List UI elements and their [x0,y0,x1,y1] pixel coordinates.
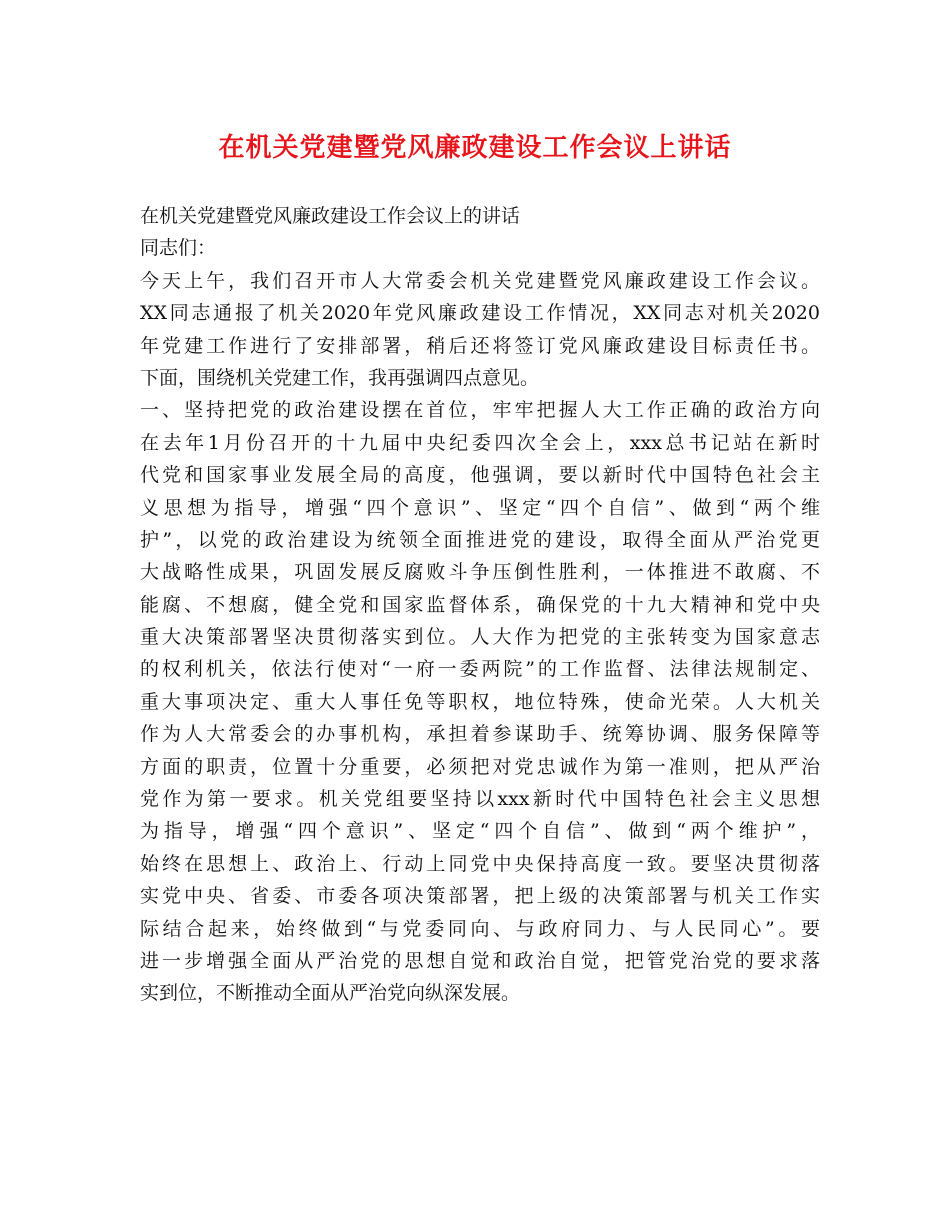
body-line: 作为人大常委会的办事机构，承担着参谋助手、统筹协调、服务保障等 [140,723,820,746]
body-line: 实到位，不断推动全面从严治党向纵深发展。 [140,982,521,1005]
body-line: 党作为第一要求。机关党组要坚持以xxx新时代中国特色社会主义思想 [140,788,820,811]
body-line: 在去年1月份召开的十九届中央纪委四次全会上，xxx总书记站在新时 [140,431,820,454]
body-line: 护”，以党的政治建设为统领全面推进党的建设，取得全面从严治党更 [140,528,820,551]
body-line: 义思想为指导，增强“四个意识”、坚定“四个自信”、做到“两个维 [140,496,820,519]
body-line: 在机关党建暨党风廉政建设工作会议上的讲话 [140,205,521,227]
body-line: 际结合起来，始终做到“与党委同向、与政府同力、与人民同心”。要 [140,917,820,940]
body-line: 大战略性成果，巩固发展反腐败斗争压倒性胜利，一体推进不敢腐、不 [140,561,820,584]
body-line: 进一步增强全面从严治党的思想自觉和政治自觉，把管党治党的要求落 [140,949,820,972]
body-line: 同志们： [140,237,217,260]
body-line: 重大事项决定、重大人事任免等职权，地位特殊，使命光荣。人大机关 [140,690,820,713]
document-body [140,200,820,1010]
document-title: 在机关党建暨党风廉政建设工作会议上讲话 [218,133,732,163]
body-line: 的权利机关，依法行使对“一府一委两院”的工作监督、法律法规制定、 [140,658,820,681]
body-line: 方面的职责，位置十分重要，必须把对党忠诚作为第一准则，把从严治 [140,755,820,778]
body-line: 为指导，增强“四个意识”、坚定“四个自信”、做到“两个维护”， [140,820,820,843]
body-line: 今天上午，我们召开市人大常委会机关党建暨党风廉政建设工作会议。 [140,269,820,292]
body-line: 始终在思想上、政治上、行动上同党中央保持高度一致。要坚决贯彻落 [140,852,820,875]
body-line: XX同志通报了机关2020年党风廉政建设工作情况，XX同志对机关2020 [140,302,820,325]
body-line: 下面，围绕机关党建工作，我再强调四点意见。 [140,366,540,389]
body-line: 年党建工作进行了安排部署，稍后还将签订党风廉政建设目标责任书。 [140,334,820,357]
body-line: 一、坚持把党的政治建设摆在首位，牢牢把握人大工作正确的政治方向 [140,399,820,422]
body-line: 实党中央、省委、市委各项决策部署，把上级的决策部署与机关工作实 [140,885,820,908]
body-line: 能腐、不想腐，健全党和国家监督体系，确保党的十九大精神和党中央 [140,593,820,616]
body-line: 代党和国家事业发展全局的高度，他强调，要以新时代中国特色社会主 [140,464,820,487]
body-line: 重大决策部署坚决贯彻落实到位。人大作为把党的主张转变为国家意志 [140,626,820,649]
